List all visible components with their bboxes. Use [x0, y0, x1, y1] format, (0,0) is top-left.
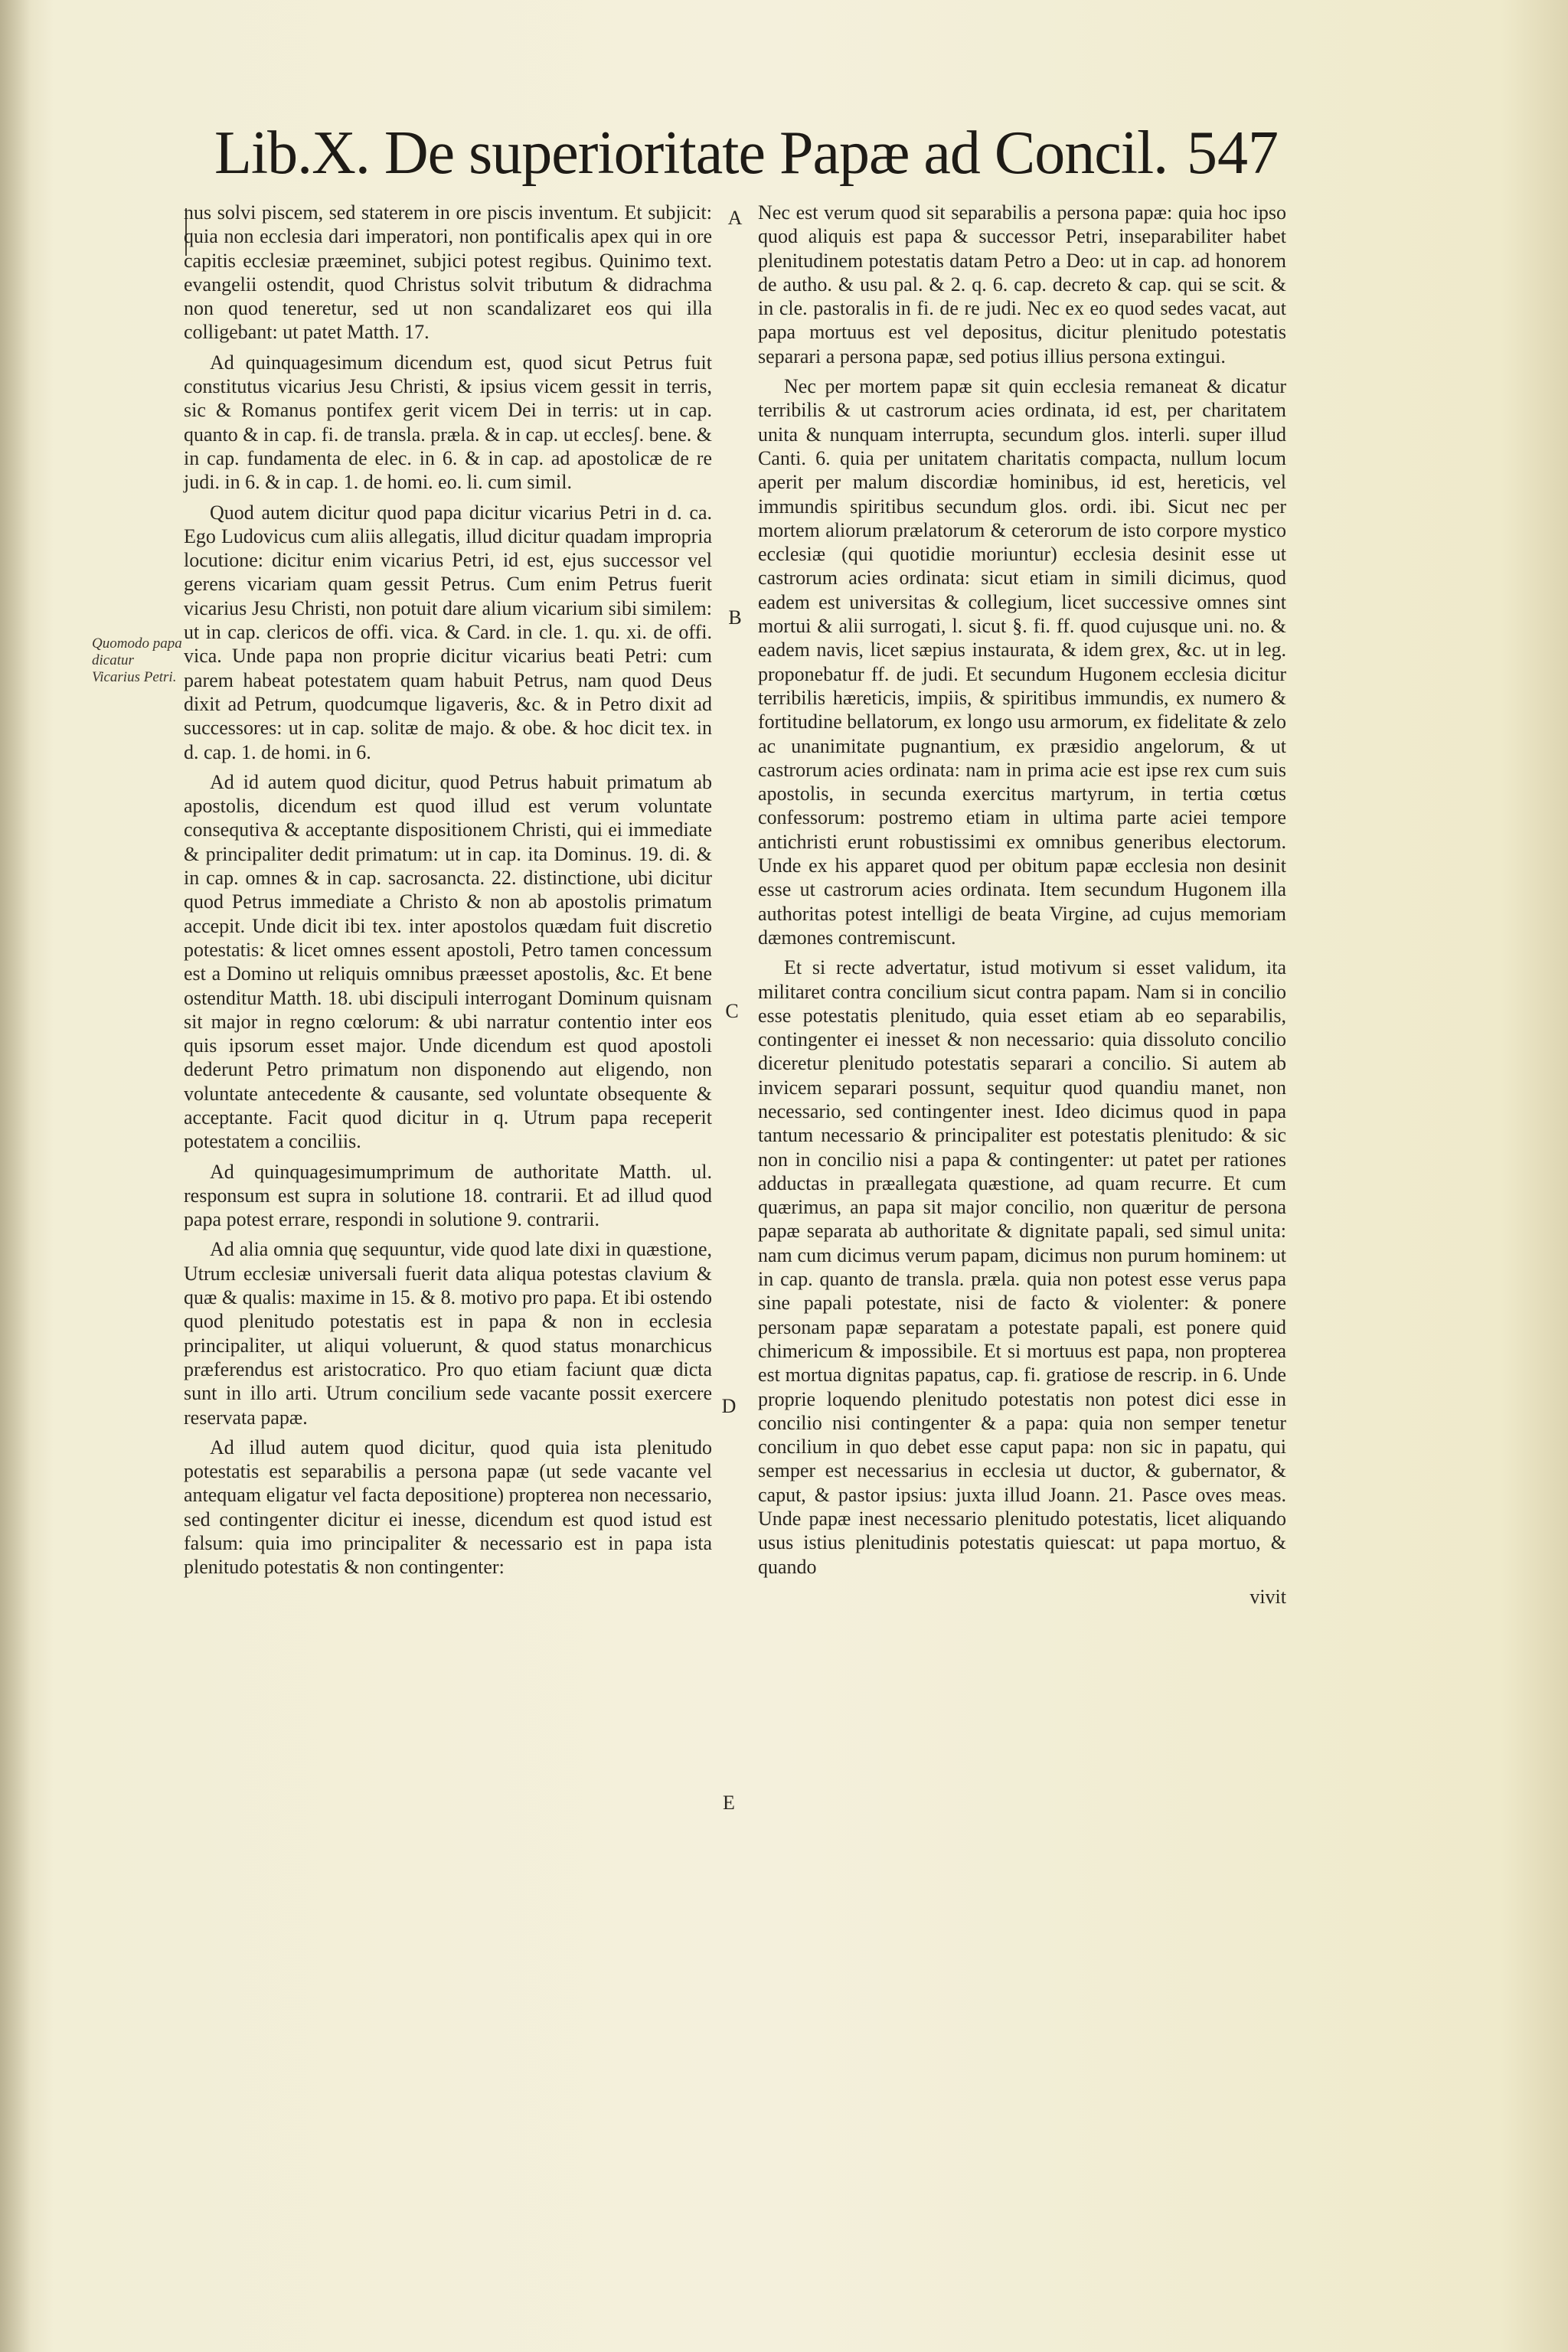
section-letter-e: E	[723, 1792, 735, 1814]
left-paragraph: Ad id autem quod dicitur, quod Petrus habuit primatum ab apostolis, dicendum est quod illud est verum voluntate consequtiva & acceptante dispositionem Christi, qui ei immediate & principaliter dedit primatum: ut in cap. ita Dominus. 19. di. & in cap. omnes & in cap. sacrosancta. 22. distinctione, ubi dicitur quod Petrus immediate a Christo & non ab apostolis primatum accepit. Unde dicit ibi tex. inter apostolos quædam fuit discretio potestatis: & licet omnes essent apostoli, Petro tamen concessum est a Domino ut reliquis omnibus præesset apostolis, &c. Et bene ostenditur Matth. 18. ubi discipuli interrogant Dominum quisnam sit major in regno cœlorum: & ubi narratur contentio inter eos quis ipsorum esset major. Unde dicendum est quod apostoli dederunt Petro primatum non disponendo aut eligendo, non voluntate antecedente & causante, sed voluntate obsequente & acceptante. Facit quod dicitur in q. Utrum papa receperit potestatem a conciliis.	[184, 770, 712, 1153]
page-title: Lib.X. De superioritate Papæ ad Concil.	[214, 119, 1168, 187]
left-paragraph: Ad quinquagesimumprimum de authoritate Matth. ul. responsum est supra in solutione 18. contrarii. Et ad illud quod papa potest errare, respondi in solutione 9. contrarii.	[184, 1160, 712, 1231]
left-paragraph: Ad alia omnia quę sequuntur, vide quod late dixi in quæstione, Utrum ecclesiæ universali fuerit data aliqua potestas clavium & quæ & qualis: maxime in 15. & 8. motivo pro papa. Et ibi ostendo quod plenitudo potestatis est in papa & non in ecclesia principaliter, ut aliqui voluerunt, & quod status monarchicus præferendus est aristocratico. Pro quo etiam faciunt quæ dicta sunt in illo arti. Utrum concilium sede vacante possit exercere reservata papæ.	[184, 1238, 712, 1429]
gutter-shadow	[0, 0, 31, 2352]
section-letter-c: C	[725, 1000, 739, 1022]
catchword: vivit	[1250, 1585, 1286, 1608]
right-paragraph: Et si recte advertatur, istud motivum si esset validum, ita militaret contra concilium sicut contra papam. Nam si in concilio esse potestatis plenitudo, quia esset etiam ab eo separabilis, contingenter ei inesset & non necessario: quia dissoluto concilio diceretur plenitudo potestatis separari a concilio. Si autem ab invicem separari possunt, sequitur quod quandiu manet, non necessario, sed contingenter inest. Ideo dicimus quod in papa tantum necessario & principaliter est potestatis plenitudo: & sic non in concilio nisi a papa & contingenter: ut patet per rationes adductas in præallegata quæstione, ad quam recurre. Et cum quærimus, an papa sit major concilio, non quæritur de persona papæ separata ab authoritate & dignitate papali, sed simul unita: nam cum dicimus verum papam, dicimus non purum hominem: ut in cap. quanto de transla. præla. quia non potest esse verus papa sine papali potestate, nisi de facto & violenter: & ponere personam papæ separatam a potestate papali, est ponere quid chimericum & impossibile. Et si mortuus est papa, non propterea est mortua dignitas papatus, cap. fi. gratiose de rescrip. in 6. Unde proprie loquendo plenitudo potestatis non potest dici esse in concilio nisi contingenter & a papa: quia non semper tenetur concilium in quo debet esse caput papa: non sic in papatu, qui semper est necessarius in ecclesia ut ductor, & gubernator, & caput, & pastor ipsius: juxta illud Joann. 21. Pasce oves meas. Unde papæ inest necessario plenitudo potestatis, licet aliquando usus istius plenitudinis potestatis quiescat: ut papa mortuo, & quando	[758, 956, 1286, 1578]
left-paragraph: nus solvi piscem, sed staterem in ore piscis inventum. Et subjicit: quia non ecclesia dari imperatori, non pontificalis apex qui in ore capitis ecclesiæ præeminet, subjici potest regibus. Quinimo text. evangelii ostendit, quod Christus solvit tributum & didrachma non quod teneretur, sed ut non scandalizaret eos qui illa colligebant: ut patet Matth. 17.	[184, 201, 712, 344]
right-paragraph: Nec per mortem papæ sit quin ecclesia remaneat & dicatur terribilis & ut castrorum acies ordinata, id est, per charitatem unita & nunquam interrupta, secundum glos. interli. super illud Canti. 6. quia per unitatem charitatis compacta, nullum locum aperit per malum discordiæ hominibus, id est, hereticis, vel immundis spiritibus secundum glos. ordi. ibi. Sicut nec per mortem aliorum prælatorum & ceterorum de isto corpore mystico ecclesiæ (qui quotidie moriuntur) ecclesia desinit esse ut castrorum acies ordinata: sicut etiam in simili dicimus, quod eadem est universitas & collegium, licet successive omnes sint mortui & alii surrogati, l. sicut §. fi. ff. quod cujusque uni. no. & eadem navis, licet sæpius instaurata, & idem grex, &c. ut in leg. proponebatur ff. de judi. Et secundum Hugonem ecclesia dicitur terribilis hæreticis, impiis, & spiritibus immundis, ex numero & fortitudine bellatorum, ex longo usu armorum, ex fidelitate & zelo ac unanimitate pugnantium, ex præsidio angelorum, & ut castrorum acies ordinata: nam in prima acie est ipse rex cum suis apostolis, in secunda exercitus martyrum, in tertia cœtus confessorum: postremo etiam in ultima parte aciei tempore antichristi erunt robustissimi ex omnibus generibus electorum. Unde ex his apparet quod per obitum papæ ecclesia non desinit esse ut castrorum acies ordinata. Item secundum Hugonem illa authoritas potest intelligi de beata Virgine, ad cujus memoriam dæmones contremiscunt.	[758, 375, 1286, 949]
left-paragraph: Ad illud autem quod dicitur, quod quia ista plenitudo potestatis est separabilis a persona papæ (ut sede vacante vel antequam eligatur vel facta depositione) propterea non necessario, sed contingenter dicitur ei inesse, dicendum est quod istud est falsum: quia imo principaliter & necessario est in papa ista plenitudo potestatis & non contingenter:	[184, 1436, 712, 1579]
left-column	[184, 201, 712, 1586]
running-header	[214, 115, 1279, 199]
section-letter-b: B	[728, 606, 742, 629]
left-paragraph: Quod autem dicitur quod papa dicitur vicarius Petri in d. ca. Ego Ludovicus cum aliis allegatis, illud dicitur quadam impropria locutione: dicitur enim vicarius Petri, id est, ejus successor vel gerens vicariam quam gessit Petrus. Cum enim Petrus fuerit vicarius Jesu Christi, non potuit dare alium vicarium sibi similem: ut in cap. clericos de offi. vica. & Card. in cle. 1. qu. xi. de offi. vica. Unde papa non proprie dicitur vicarius beati Petri: cum parem habeat potestatem quam habuit Petrus, nam quod Deus dixit ad Petrum, quodcumque ligaveris, &c. & in Petro dixit ad successores: ut in cap. solitæ de majo. & obe. & hoc dicit tex. in d. cap. 1. de homi. in 6.	[184, 501, 712, 763]
section-letter-d: D	[721, 1395, 737, 1417]
left-paragraph: Ad quinquagesimum dicendum est, quod sicut Petrus fuit constitutus vicarius Jesu Christi, & ipsius vicem gessit in terris, sic & Romanus pontifex gerit vicem Dei in terris: ut in cap. quanto & in cap. fi. de transla. præla. & in cap. ut ecclesʃ. bene. & in cap. fundamenta de elec. in 6. & in cap. ad apostolicæ de re judi. in 6. & in cap. 1. de homi. eo. li. cum simil.	[184, 351, 712, 494]
right-paragraph: Nec est verum quod sit separabilis a persona papæ: quia hoc ipso quod aliquis est papa & successor Petri, inseparabiliter habet plenitudinem potestatis datam Petro a Deo: ut in cap. ad honorem de autho. & usu pal. & 2. q. 6. cap. decreto & cap. qui se scit. & in cle. pastoralis in fi. de re judi. Nec ex eo quod sedes vacat, aut papa mortuus est vel depositus, dicitur plenitudo potestatis separari a persona papæ, sed potius illius persona extingui.	[758, 201, 1286, 368]
section-letter-a: A	[727, 207, 743, 229]
margin-note: Quomodo papa dicatur Vicarius Petri.	[92, 635, 182, 685]
page-number: 547	[1187, 119, 1279, 187]
right-column	[758, 201, 1286, 1609]
